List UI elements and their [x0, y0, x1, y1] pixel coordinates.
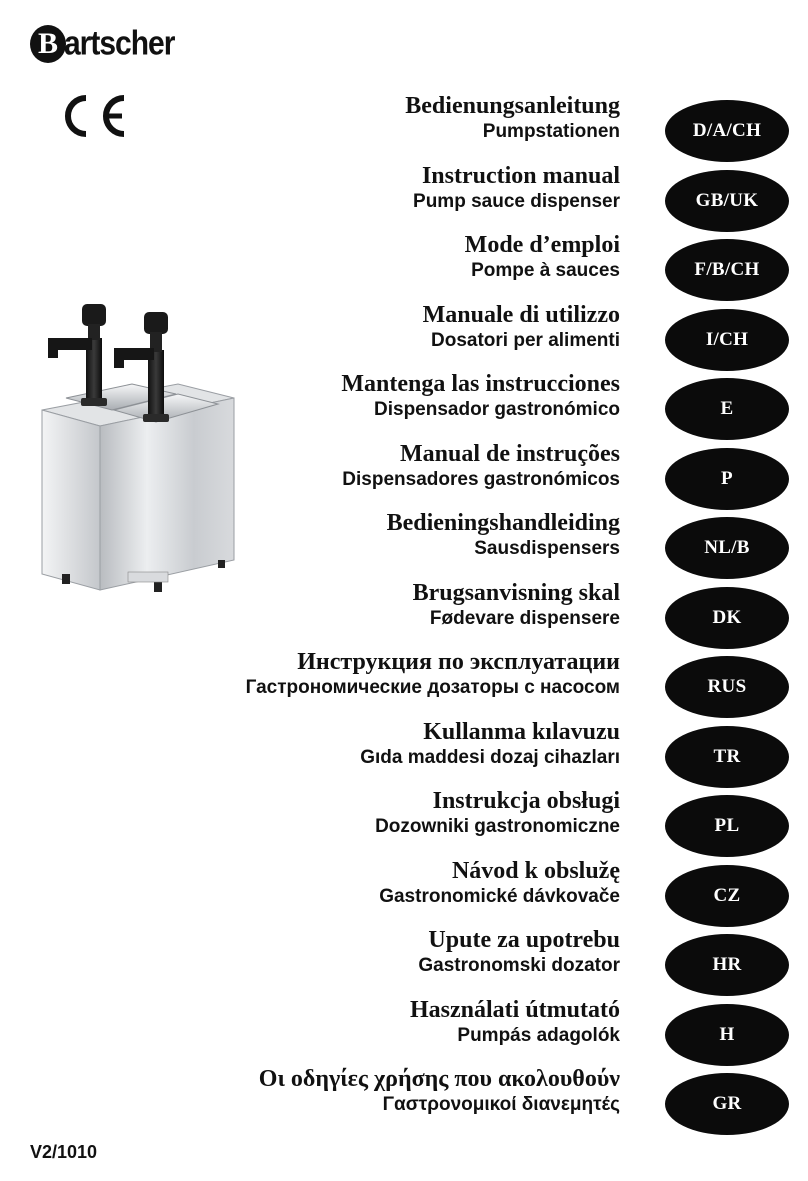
- language-title: Upute za upotrebu: [428, 927, 620, 953]
- brand-logo-name: artscher: [64, 24, 175, 63]
- language-row-de: [0, 86, 808, 156]
- language-title: Návod k obslužę: [451, 857, 620, 884]
- language-row-dk: [0, 573, 808, 643]
- language-row-pl: [0, 781, 808, 851]
- language-code-badge: GR: [665, 1073, 789, 1135]
- language-subtitle: Sausdispensers: [474, 538, 620, 559]
- version-label: V2/1010: [30, 1142, 98, 1162]
- language-code-badge: NL/B: [665, 517, 789, 579]
- language-subtitle: Pump sauce dispenser: [413, 190, 620, 212]
- language-title: Инструкция по эксплуатации: [297, 649, 620, 675]
- language-row-es: [0, 364, 808, 434]
- language-subtitle: Gastronomski dozator: [418, 955, 620, 976]
- language-row-gr: [0, 1059, 808, 1129]
- language-title: Bedieningshandleiding: [386, 510, 620, 536]
- language-row-nl: [0, 503, 808, 573]
- language-code-badge: F/B/CH: [665, 239, 789, 301]
- language-subtitle: Γαστρονομικοί διανεμητές: [382, 1094, 620, 1115]
- language-subtitle: Fødevare dispensere: [429, 607, 620, 629]
- language-title: Mode d’emploi: [464, 232, 620, 258]
- language-row-cz: [0, 851, 808, 921]
- language-title: Manual de instruções: [399, 440, 620, 467]
- language-code-badge: PL: [665, 795, 789, 857]
- language-subtitle: Dosatori per alimenti: [431, 329, 620, 351]
- language-row-pt: [0, 434, 808, 504]
- language-row-hu: [0, 990, 808, 1060]
- language-row-hr: [0, 920, 808, 990]
- language-code-badge: H: [665, 1004, 789, 1066]
- language-subtitle: Gıda maddesi dozaj cihazları: [360, 746, 620, 768]
- language-subtitle: Pumpás adagolók: [457, 1024, 620, 1046]
- language-subtitle: Pompe à sauces: [471, 260, 620, 281]
- language-code-badge: I/CH: [665, 309, 789, 371]
- language-title: Bedienungsanleitung: [405, 93, 620, 119]
- language-code-badge: GB/UK: [665, 170, 789, 232]
- language-row-tr: [0, 712, 808, 782]
- language-title: Használati útmutató: [410, 996, 620, 1023]
- brand-logo: [30, 22, 174, 66]
- language-row-fr: [0, 225, 808, 295]
- language-row-gb: [0, 156, 808, 226]
- language-row-it: [0, 295, 808, 365]
- language-title: Brugsanvisning skal: [412, 579, 620, 606]
- language-subtitle: Pumpstationen: [482, 121, 620, 142]
- language-title: Instrukcja obsługi: [432, 788, 620, 814]
- language-subtitle: Гастрономические дозаторы с насосом: [245, 677, 620, 698]
- language-subtitle: Dispensadores gastronómicos: [342, 468, 620, 490]
- language-code-badge: CZ: [665, 865, 789, 927]
- language-title: Kullanma kılavuzu: [423, 718, 620, 745]
- language-subtitle: Gastronomické dávkovače: [379, 885, 620, 907]
- language-code-badge: RUS: [665, 656, 789, 718]
- language-code-badge: HR: [665, 934, 789, 996]
- language-title: Manuale di utilizzo: [422, 301, 620, 328]
- language-title: Instruction manual: [421, 162, 620, 189]
- language-code-badge: P: [665, 448, 789, 510]
- language-row-ru: [0, 642, 808, 712]
- language-code-badge: D/A/CH: [665, 100, 789, 162]
- language-code-badge: DK: [665, 587, 789, 649]
- brand-logo-initial: B: [30, 25, 66, 63]
- language-code-badge: E: [665, 378, 789, 440]
- language-subtitle: Dispensador gastronómico: [374, 399, 620, 420]
- language-subtitle: Dozowniki gastronomiczne: [375, 816, 620, 837]
- language-title: Mantenga las instrucciones: [341, 371, 620, 397]
- language-code-badge: TR: [665, 726, 789, 788]
- language-title: Οι οδηγίες χρήσης που ακολουθούν: [258, 1066, 620, 1092]
